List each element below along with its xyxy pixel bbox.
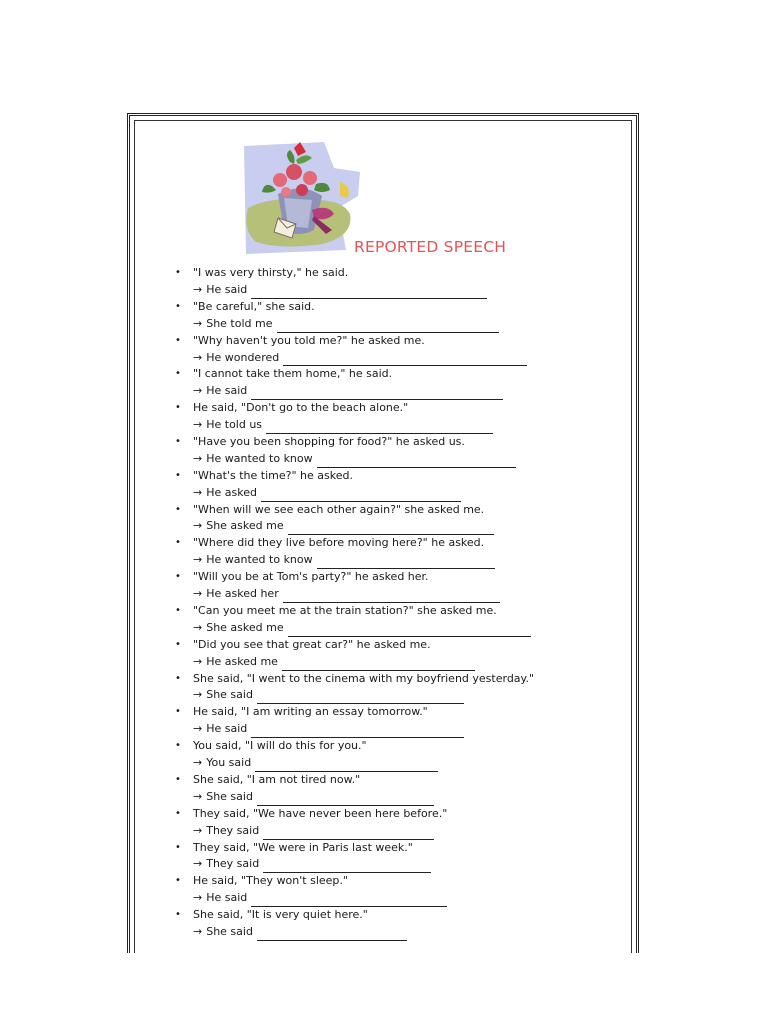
exercise-item [172, 738, 602, 772]
answer-blank[interactable] [317, 455, 516, 468]
arrow-icon: → [193, 620, 203, 634]
arrow-icon: → [193, 823, 203, 837]
exercise-item [172, 671, 602, 705]
direct-speech-sentence: She said, "I went to the cinema with my boyfriend yesterday." [193, 671, 535, 685]
direct-speech-sentence: They said, "We were in Paris last week." [193, 840, 413, 854]
arrow-icon: → [193, 282, 203, 296]
direct-speech-sentence: "What's the time?" he asked. [193, 468, 353, 482]
bullet-icon: • [175, 334, 181, 346]
answer-blank[interactable] [283, 353, 527, 366]
arrow-icon: → [193, 350, 203, 364]
direct-speech-sentence: "Will you be at Tom's party?" he asked her. [193, 570, 429, 584]
answer-line [193, 654, 602, 671]
answer-prompt: She said [206, 925, 253, 939]
answer-prompt: He asked [206, 485, 257, 499]
answer-line [193, 687, 602, 704]
answer-blank[interactable] [257, 793, 434, 806]
answer-blank[interactable] [257, 691, 464, 704]
bullet-icon: • [175, 604, 181, 616]
exercise-item [172, 502, 602, 536]
answer-prompt: She asked me [206, 620, 284, 634]
arrow-icon: → [193, 789, 203, 803]
answer-prompt: He wanted to know [206, 451, 313, 465]
answer-blank[interactable] [251, 286, 487, 299]
answer-line [193, 890, 602, 907]
exercise-item [172, 265, 602, 299]
worksheet-frame [127, 113, 639, 953]
answer-line [193, 924, 602, 941]
exercise-item [172, 569, 602, 603]
answer-line [193, 417, 602, 434]
arrow-icon: → [193, 587, 203, 601]
exercise-item [172, 637, 602, 671]
answer-prompt: He said [206, 891, 248, 905]
answer-blank[interactable] [263, 860, 431, 873]
arrow-icon: → [193, 451, 203, 465]
bullet-icon: • [175, 909, 181, 921]
answer-prompt: He said [206, 384, 248, 398]
arrow-icon: → [193, 485, 203, 499]
answer-line [193, 620, 602, 637]
arrow-icon: → [193, 756, 203, 770]
direct-speech-sentence: You said, "I will do this for you." [193, 739, 367, 753]
answer-prompt: She said [206, 789, 253, 803]
exercise-item [172, 806, 602, 840]
bullet-icon: • [175, 368, 181, 380]
direct-speech-sentence: "Be careful," she said. [193, 299, 315, 313]
answer-prompt: They said [206, 823, 260, 837]
answer-line [193, 485, 602, 502]
direct-speech-sentence: "When will we see each other again?" she asked me. [193, 502, 485, 516]
answer-prompt: He said [206, 722, 248, 736]
answer-blank[interactable] [317, 556, 495, 569]
arrow-icon: → [193, 722, 203, 736]
answer-line [193, 451, 602, 468]
answer-blank[interactable] [288, 522, 494, 535]
answer-line [193, 586, 602, 603]
exercise-item [172, 907, 602, 941]
answer-blank[interactable] [283, 590, 500, 603]
answer-blank[interactable] [282, 658, 475, 671]
bullet-icon: • [175, 503, 181, 515]
answer-line [193, 518, 602, 535]
arrow-icon: → [193, 857, 203, 871]
answer-blank[interactable] [263, 827, 434, 840]
arrow-icon: → [193, 418, 203, 432]
answer-line [193, 350, 602, 367]
exercise-item [172, 434, 602, 468]
arrow-icon: → [193, 553, 203, 567]
direct-speech-sentence: They said, "We have never been here before." [193, 806, 448, 820]
answer-prompt: She asked me [206, 519, 284, 533]
exercise-item [172, 299, 602, 333]
direct-speech-sentence: "Can you meet me at the train station?" she asked me. [193, 603, 497, 617]
direct-speech-sentence: She said, "It is very quiet here." [193, 908, 368, 922]
direct-speech-sentence: He said, "I am writing an essay tomorrow." [193, 705, 428, 719]
exercise-item [172, 840, 602, 874]
bullet-icon: • [175, 469, 181, 481]
answer-line [193, 316, 602, 333]
bullet-icon: • [175, 841, 181, 853]
bullet-icon: • [175, 267, 181, 278]
answer-line [193, 552, 602, 569]
bullet-icon: • [175, 773, 181, 785]
answer-prompt: He wondered [206, 350, 280, 364]
answer-line [193, 282, 602, 299]
bullet-icon: • [175, 740, 181, 752]
answer-line [193, 823, 602, 840]
arrow-icon: → [193, 654, 203, 668]
bullet-icon: • [175, 875, 181, 887]
answer-line [193, 789, 602, 806]
answer-prompt: She told me [206, 316, 273, 330]
answer-blank[interactable] [257, 928, 407, 941]
exercise-item [172, 400, 602, 434]
answer-line [193, 856, 602, 873]
direct-speech-sentence: He said, "They won't sleep." [193, 874, 348, 888]
answer-prompt: He told us [206, 418, 263, 432]
answer-prompt: He asked me [206, 654, 278, 668]
direct-speech-sentence: He said, "Don't go to the beach alone." [193, 401, 409, 415]
arrow-icon: → [193, 925, 203, 939]
exercise-item [172, 366, 602, 400]
answer-blank[interactable] [277, 320, 499, 333]
exercise-item [172, 603, 602, 637]
answer-line [193, 383, 602, 400]
flower-bouquet-clipart [242, 138, 362, 256]
answer-blank[interactable] [251, 725, 464, 738]
bullet-icon: • [175, 435, 181, 447]
bullet-icon: • [175, 402, 181, 414]
arrow-icon: → [193, 384, 203, 398]
bullet-icon: • [175, 706, 181, 718]
answer-blank[interactable] [255, 759, 438, 772]
answer-prompt: He said [206, 282, 248, 296]
answer-prompt: You said [206, 756, 252, 770]
exercise-list [172, 265, 602, 941]
bullet-icon: • [175, 807, 181, 819]
answer-blank[interactable] [288, 624, 531, 637]
bullet-icon: • [175, 672, 181, 684]
answer-blank[interactable] [266, 421, 493, 434]
answer-blank[interactable] [251, 387, 503, 400]
bullet-icon: • [175, 300, 181, 312]
bullet-icon: • [175, 638, 181, 650]
exercise-item [172, 468, 602, 502]
arrow-icon: → [193, 688, 203, 702]
arrow-icon: → [193, 891, 203, 905]
exercise-item [172, 704, 602, 738]
exercise-item [172, 873, 602, 907]
exercise-item [172, 333, 602, 367]
answer-prompt: He asked her [206, 587, 279, 601]
worksheet-title: REPORTED SPEECH [354, 238, 507, 256]
answer-prompt: They said [206, 857, 260, 871]
direct-speech-sentence: She said, "I am not tired now." [193, 772, 361, 786]
exercise-item [172, 772, 602, 806]
answer-line [193, 721, 602, 738]
direct-speech-sentence: "I cannot take them home," he said. [193, 367, 393, 381]
arrow-icon: → [193, 519, 203, 533]
direct-speech-sentence: "Why haven't you told me?" he asked me. [193, 333, 425, 347]
answer-prompt: He wanted to know [206, 553, 313, 567]
bullet-icon: • [175, 571, 181, 583]
direct-speech-sentence: "Have you been shopping for food?" he asked us. [193, 434, 465, 448]
answer-blank[interactable] [251, 894, 447, 907]
arrow-icon: → [193, 316, 203, 330]
direct-speech-sentence: "Where did they live before moving here?" he asked. [193, 536, 485, 550]
direct-speech-sentence: "Did you see that great car?" he asked me. [193, 637, 431, 651]
direct-speech-sentence: "I was very thirsty," he said. [193, 266, 349, 279]
answer-line [193, 755, 602, 772]
answer-blank[interactable] [261, 489, 461, 502]
answer-prompt: She said [206, 688, 253, 702]
exercise-item [172, 535, 602, 569]
bullet-icon: • [175, 537, 181, 549]
